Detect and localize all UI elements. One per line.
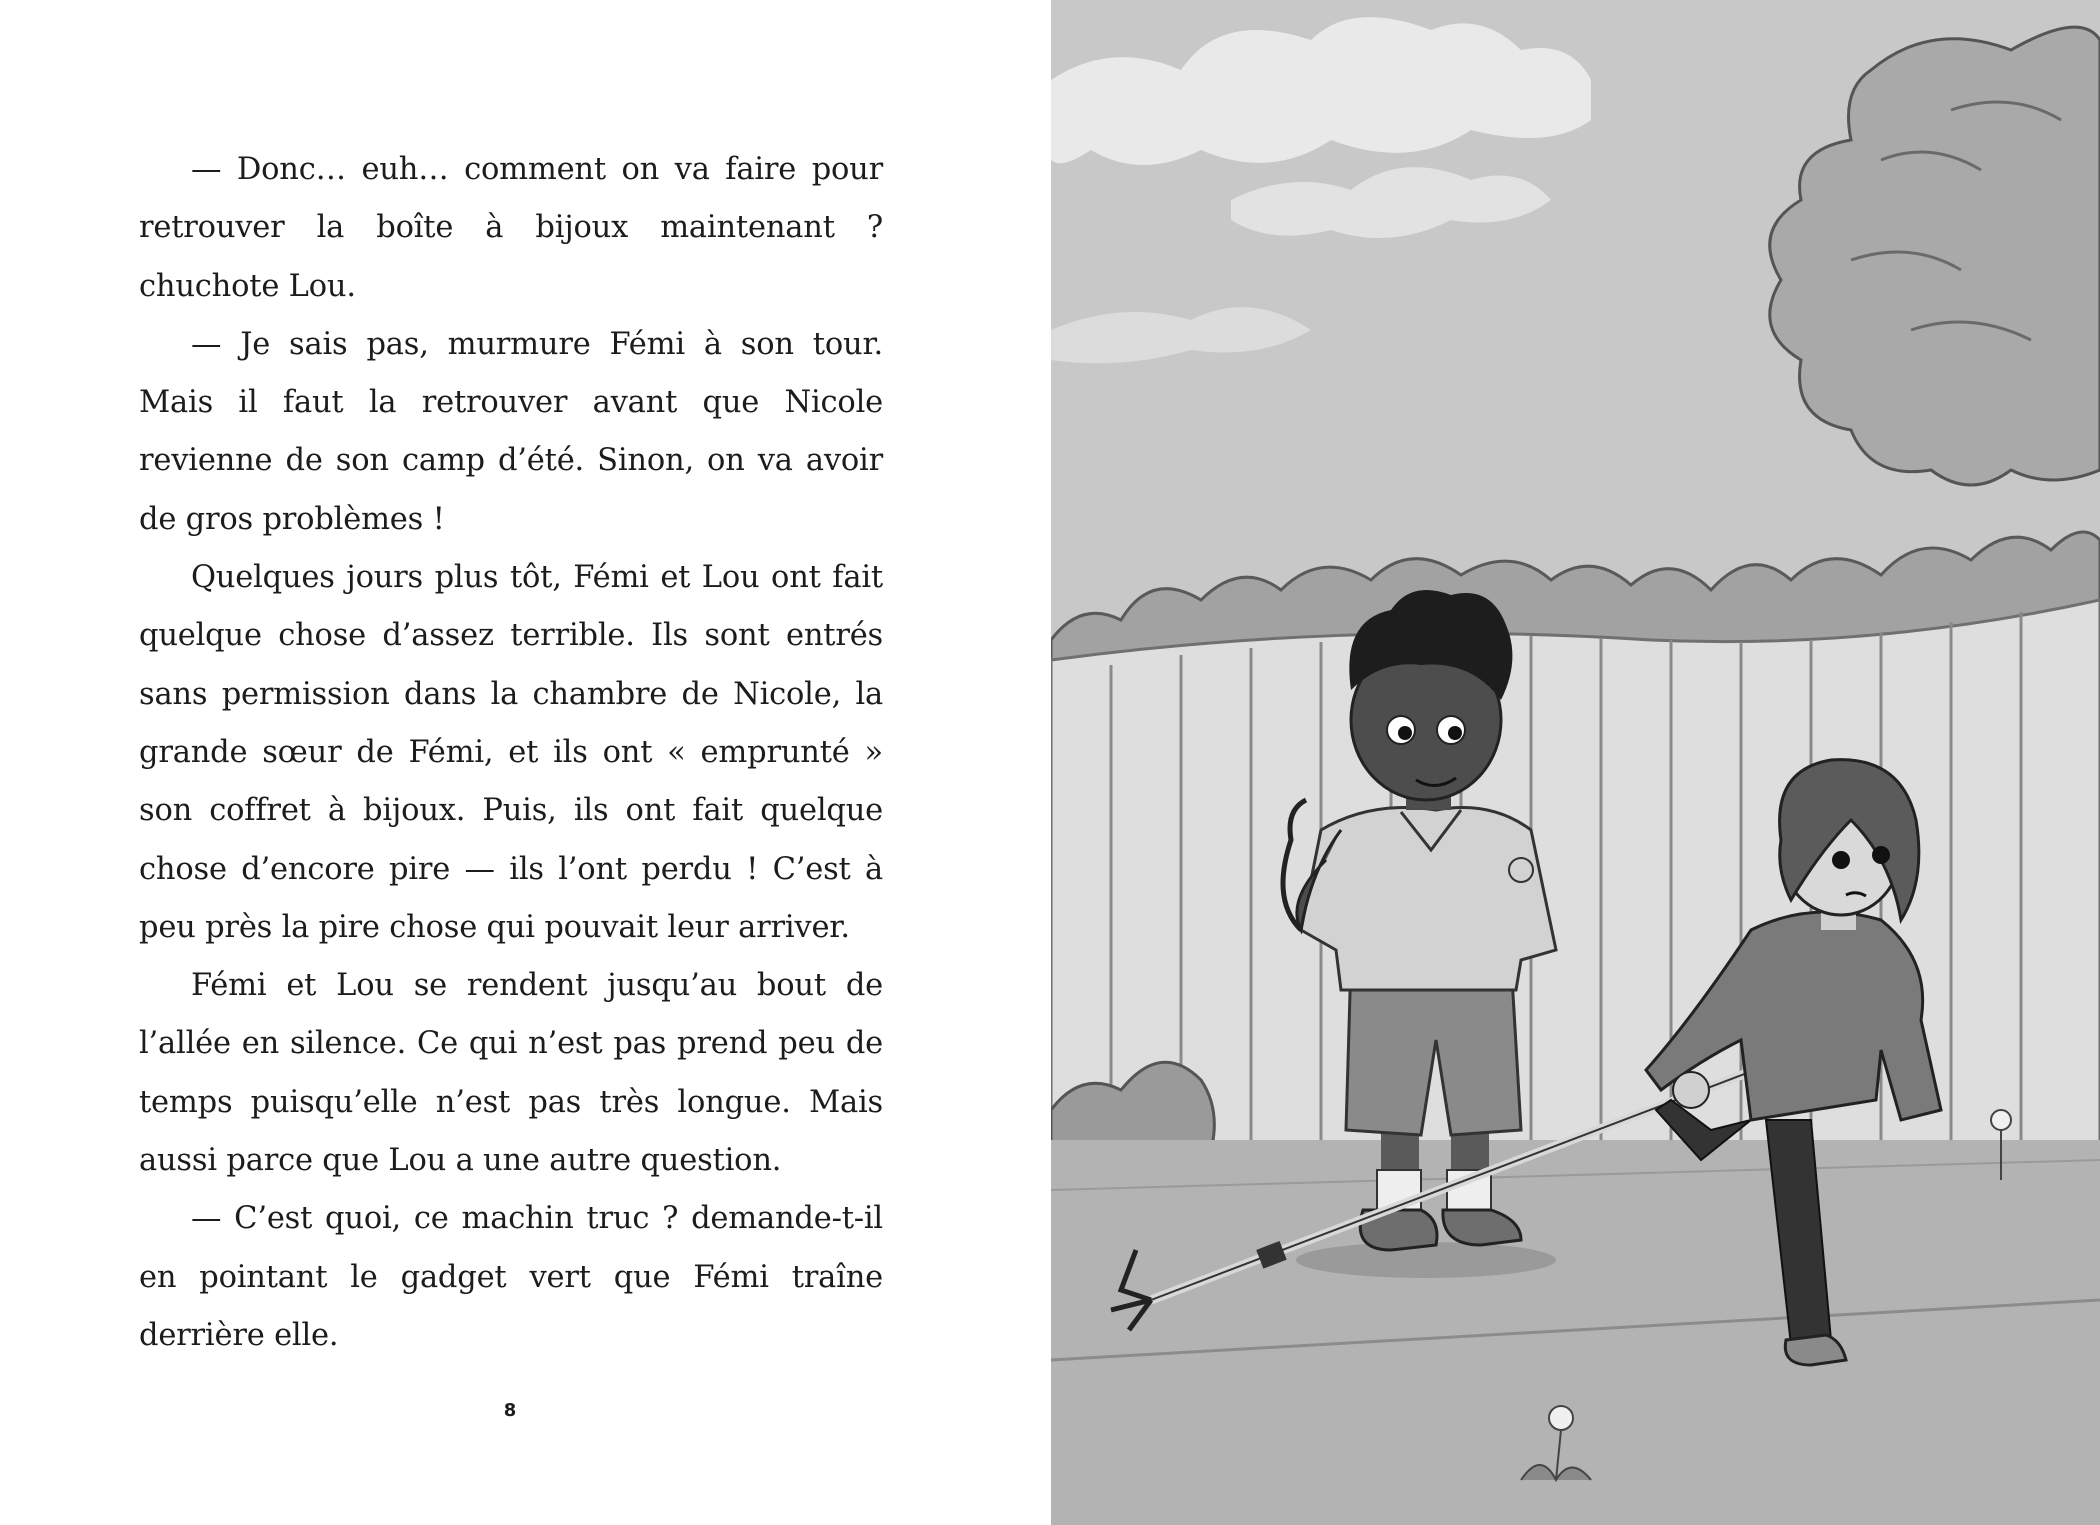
body-text: [139, 141, 883, 1365]
fence: [1051, 600, 2100, 1150]
paragraph: — Donc… euh… comment on va faire pour retrouver la boîte à bijoux maintenant ? chuchote Lou.: [139, 152, 883, 304]
illustration-artwork: [1051, 0, 2100, 1525]
paragraph: — Je sais pas, murmure Fémi à son tour. Mais il faut la retrouver avant que Nicole revienne de son camp d’été. Sinon, on va avoir de gros problèmes !: [139, 326, 883, 537]
paragraph: Fémi et Lou se rendent jusqu’au bout de l’allée en silence. Ce qui n’est pas prend peu de temps puisqu’elle n’est pas très longue. Mais aussi parce que Lou a une autre question.: [139, 968, 883, 1179]
paragraph: — C’est quoi, ce machin truc ? demande-t-il en pointant le gadget vert que Fémi traîne derrière elle.: [139, 1201, 883, 1353]
illustration: [1051, 0, 2100, 1525]
page-number: 8: [503, 1400, 517, 1421]
paragraph: Quelques jours plus tôt, Fémi et Lou ont fait quelque chose d’assez terrible. Ils sont entrés sans permission dans la chambre de Nicole, la grande sœur de Fémi, et ils ont « emprunté » son coffret à bijoux. Puis, ils ont fait quelque chose d’encore pire — ils l’ont perdu ! C’est à peu près la pire chose qui pouvait leur arriver.: [139, 560, 883, 945]
